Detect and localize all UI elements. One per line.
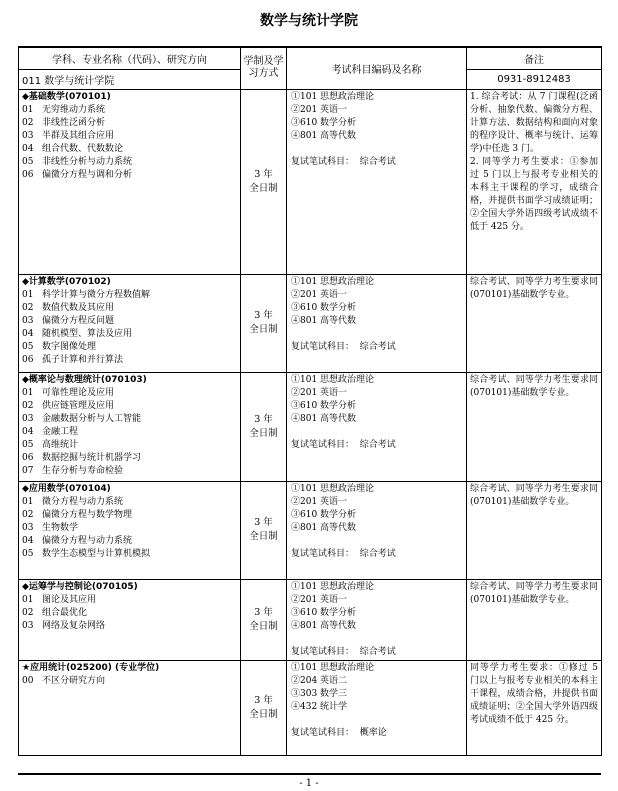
header-discipline: 学科、专业名称（代码）、研究方向 xyxy=(19,47,241,69)
note-cell: 综合考试、同等学力考生要求同(070101)基础数学专业。 xyxy=(467,481,602,579)
study-mode: 全日制 xyxy=(249,427,278,439)
direction-item xyxy=(22,130,237,143)
duration: 3 年 xyxy=(254,168,273,180)
reexam-subject: 复试笔试科目： 综合考试 xyxy=(291,646,396,657)
direction-item xyxy=(22,169,237,182)
exam-subject: ④801 高等代数 xyxy=(291,413,357,424)
direction-code: 02 xyxy=(22,117,34,128)
note-cell: 1. 综合考试：从 7 门课程(泛函分析、抽象代数、偏微分方程、计算方法、数据结构和面向对象的程序设计、概率与统计、运筹学)中任选 3 门。 2. 同等学力考生要求：①参加过 5 门以上与报考专业相关的本科主干课程的学习，成绩合格，并提供书面学习成绩证明；②全国大学外语四级考试成绩不低于 425 分。 xyxy=(467,89,602,274)
direction-name: 金融工程 xyxy=(42,426,79,437)
direction-name: 非线性分析与动力系统 xyxy=(42,156,133,167)
exams-cell xyxy=(287,274,467,372)
exam-subject: ③610 数学分析 xyxy=(291,117,357,128)
duration: 3 年 xyxy=(254,606,273,618)
exam-subject: ②201 英语一 xyxy=(291,289,348,300)
exam-subject: ③610 数学分析 xyxy=(291,400,357,411)
direction-name: 供应链管理及应用 xyxy=(42,400,115,411)
direction-name: 金融数据分析与人工智能 xyxy=(42,413,142,424)
page-title: 数学与统计学院 xyxy=(260,13,358,29)
exam-subject: ②204 英语二 xyxy=(291,675,348,686)
direction-name: 非线性泛函分析 xyxy=(42,117,106,128)
direction-item xyxy=(22,509,237,522)
direction-code: 01 xyxy=(22,289,34,300)
direction-name: 偏微分方程与调和分析 xyxy=(42,169,133,180)
direction-code: 02 xyxy=(22,400,34,411)
direction-name: 微分方程与动力系统 xyxy=(42,496,124,507)
study-mode-cell xyxy=(241,660,287,755)
program-name: ◆计算数学(070102) xyxy=(22,276,111,287)
direction-code: 00 xyxy=(22,675,34,686)
exam-subject: ④801 高等代数 xyxy=(291,130,357,141)
exams-cell xyxy=(287,660,467,755)
exam-subject: ①101 思想政治理论 xyxy=(291,662,375,673)
direction-item xyxy=(22,607,237,620)
program-cell xyxy=(19,89,241,274)
direction-code: 07 xyxy=(22,465,34,476)
duration: 3 年 xyxy=(254,694,273,706)
exam-subject: ②201 英语一 xyxy=(291,594,348,605)
study-mode: 全日制 xyxy=(249,324,278,335)
duration: 3 年 xyxy=(254,310,273,321)
direction-code: 06 xyxy=(22,452,34,463)
direction-code: 04 xyxy=(22,535,34,546)
direction-item xyxy=(22,104,237,117)
direction-code: 02 xyxy=(22,509,34,520)
exam-subject: ①101 思想政治理论 xyxy=(291,483,375,494)
direction-code: 06 xyxy=(22,354,34,365)
direction-name: 数值代数及其应用 xyxy=(42,302,115,313)
program-row xyxy=(19,89,602,274)
direction-code: 02 xyxy=(22,302,34,313)
direction-code: 01 xyxy=(22,387,34,398)
direction-item xyxy=(22,426,237,439)
program-cell xyxy=(19,481,241,579)
direction-item xyxy=(22,156,237,169)
exams-cell xyxy=(287,372,467,481)
study-mode-cell xyxy=(241,579,287,660)
header-row xyxy=(19,47,602,69)
direction-code: 06 xyxy=(22,169,34,180)
exam-subject: ②201 英语一 xyxy=(291,387,348,398)
program-name: ★应用统计(025200) (专业学位) xyxy=(22,662,160,673)
exam-subject: ④801 高等代数 xyxy=(291,315,357,326)
direction-name: 组合代数、代数数论 xyxy=(42,143,124,154)
direction-item xyxy=(22,328,237,341)
program-cell xyxy=(19,372,241,481)
direction-code: 02 xyxy=(22,607,34,618)
exam-subject: ③610 数学分析 xyxy=(291,607,357,618)
header-exams: 考试科目编码及名称 xyxy=(287,47,467,89)
direction-code: 05 xyxy=(22,156,34,167)
direction-code: 03 xyxy=(22,315,34,326)
note-cell: 综合考试、同等学力考生要求同(070101)基础数学专业。 xyxy=(467,579,602,660)
study-mode: 全日制 xyxy=(249,620,278,632)
reexam-subject: 复试笔试科目： 综合考试 xyxy=(291,156,396,167)
direction-name: 半群及其组合应用 xyxy=(42,130,115,141)
direction-name: 组合最优化 xyxy=(42,607,88,618)
study-mode: 全日制 xyxy=(249,708,278,720)
direction-item xyxy=(22,522,237,535)
study-mode: 全日制 xyxy=(249,531,278,542)
study-mode: 全日制 xyxy=(249,182,278,194)
direction-item xyxy=(22,400,237,413)
reexam-subject: 复试笔试科目： 综合考试 xyxy=(291,548,396,559)
header-duration: 学制及学习方式 xyxy=(241,47,287,89)
reexam-subject: 复试笔试科目： 综合考试 xyxy=(291,439,396,450)
exam-subject: ②201 英语一 xyxy=(291,104,348,115)
direction-item xyxy=(22,387,237,400)
direction-item xyxy=(22,548,237,561)
reexam-subject: 复试笔试科目： 综合考试 xyxy=(291,341,396,352)
direction-name: 孤子计算和并行算法 xyxy=(42,354,124,365)
reexam-subject: 复试笔试科目： 概率论 xyxy=(291,727,387,738)
program-name: ◆基础数学(070101) xyxy=(22,91,111,102)
direction-code: 03 xyxy=(22,620,34,631)
exam-subject: ②201 英语一 xyxy=(291,496,348,507)
direction-name: 图论及其应用 xyxy=(42,594,97,605)
program-row xyxy=(19,579,602,660)
direction-item xyxy=(22,302,237,315)
direction-item xyxy=(22,315,237,328)
exams-cell xyxy=(287,89,467,274)
direction-name: 生存分析与寿命检验 xyxy=(42,465,124,476)
direction-code: 01 xyxy=(22,104,34,115)
direction-name: 数字图像处理 xyxy=(42,341,97,352)
direction-name: 随机模型、算法及应用 xyxy=(42,328,133,339)
direction-name: 无穷维动力系统 xyxy=(42,104,106,115)
exam-subject: ①101 思想政治理论 xyxy=(291,91,375,102)
direction-code: 05 xyxy=(22,548,34,559)
admissions-table xyxy=(18,46,602,756)
page-number: - 1 - xyxy=(299,778,319,789)
exam-subject: ①101 思想政治理论 xyxy=(291,276,375,287)
dept-code-name: 011 数学与统计学院 xyxy=(19,69,241,89)
exam-subject: ①101 思想政治理论 xyxy=(291,581,375,592)
direction-item xyxy=(22,289,237,302)
duration: 3 年 xyxy=(254,413,273,425)
direction-item xyxy=(22,465,237,478)
duration: 3 年 xyxy=(254,517,273,528)
study-mode-cell xyxy=(241,372,287,481)
program-row xyxy=(19,481,602,579)
direction-code: 03 xyxy=(22,413,34,424)
direction-item xyxy=(22,496,237,509)
direction-code: 03 xyxy=(22,522,34,533)
footer-divider xyxy=(18,773,601,775)
exam-subject: ①101 思想政治理论 xyxy=(291,374,375,385)
direction-code: 04 xyxy=(22,426,34,437)
exam-subject: ④801 高等代数 xyxy=(291,620,357,631)
direction-item xyxy=(22,594,237,607)
program-cell xyxy=(19,579,241,660)
direction-name: 偏微分方程与数学物理 xyxy=(42,509,133,520)
direction-item xyxy=(22,354,237,367)
direction-name: 数学生态模型与计算机模拟 xyxy=(42,548,151,559)
direction-code: 03 xyxy=(22,130,34,141)
direction-item xyxy=(22,117,237,130)
exams-cell xyxy=(287,481,467,579)
direction-name: 高维统计 xyxy=(42,439,79,450)
program-name: ◆应用数学(070104) xyxy=(22,483,111,494)
program-cell xyxy=(19,274,241,372)
direction-item xyxy=(22,341,237,354)
direction-code: 01 xyxy=(22,496,34,507)
direction-code: 04 xyxy=(22,328,34,339)
exam-subject: ③610 数学分析 xyxy=(291,509,357,520)
exam-subject: ③610 数学分析 xyxy=(291,302,357,313)
direction-code: 01 xyxy=(22,594,34,605)
note-cell: 综合考试、同等学力考生要求同(070101)基础数学专业。 xyxy=(467,274,602,372)
direction-item xyxy=(22,439,237,452)
direction-item xyxy=(22,143,237,156)
exam-subject: ③303 数学三 xyxy=(291,688,348,699)
exam-subject: ④801 高等代数 xyxy=(291,522,357,533)
direction-name: 生物数学 xyxy=(42,522,79,533)
program-row xyxy=(19,372,602,481)
study-mode-cell xyxy=(241,89,287,274)
direction-name: 不区分研究方向 xyxy=(42,675,106,686)
note-cell: 综合考试、同等学力考生要求同(070101)基础数学专业。 xyxy=(467,372,602,481)
header-notes: 备注 xyxy=(467,47,602,69)
direction-name: 科学计算与微分方程数值解 xyxy=(42,289,151,300)
program-cell xyxy=(19,660,241,755)
program-name: ◆概率论与数理统计(070103) xyxy=(22,374,147,385)
exam-subject: ④432 统计学 xyxy=(291,701,348,712)
direction-item xyxy=(22,675,237,688)
direction-name: 偏微分方程与动力系统 xyxy=(42,535,133,546)
dept-phone: 0931-8912483 xyxy=(467,69,602,89)
program-name: ◆运筹学与控制论(070105) xyxy=(22,581,138,592)
direction-item xyxy=(22,413,237,426)
direction-code: 05 xyxy=(22,439,34,450)
direction-name: 网络及复杂网络 xyxy=(42,620,106,631)
table-body xyxy=(19,47,602,755)
direction-name: 可靠性理论及应用 xyxy=(42,387,115,398)
direction-code: 04 xyxy=(22,143,34,154)
direction-item xyxy=(22,452,237,465)
program-row xyxy=(19,274,602,372)
direction-name: 数据挖掘与统计机器学习 xyxy=(42,452,142,463)
direction-item xyxy=(22,620,237,633)
direction-item xyxy=(22,535,237,548)
study-mode-cell xyxy=(241,481,287,579)
note-cell: 同等学力考生要求：①修过 5 门以上与报考专业相关的本科主干课程，成绩合格，并提供书面成绩证明；②全国大学外语四级考试成绩不低于 425 分。 xyxy=(467,660,602,755)
direction-name: 偏微分方程反问题 xyxy=(42,315,115,326)
study-mode-cell xyxy=(241,274,287,372)
program-row xyxy=(19,660,602,755)
direction-code: 05 xyxy=(22,341,34,352)
exams-cell xyxy=(287,579,467,660)
